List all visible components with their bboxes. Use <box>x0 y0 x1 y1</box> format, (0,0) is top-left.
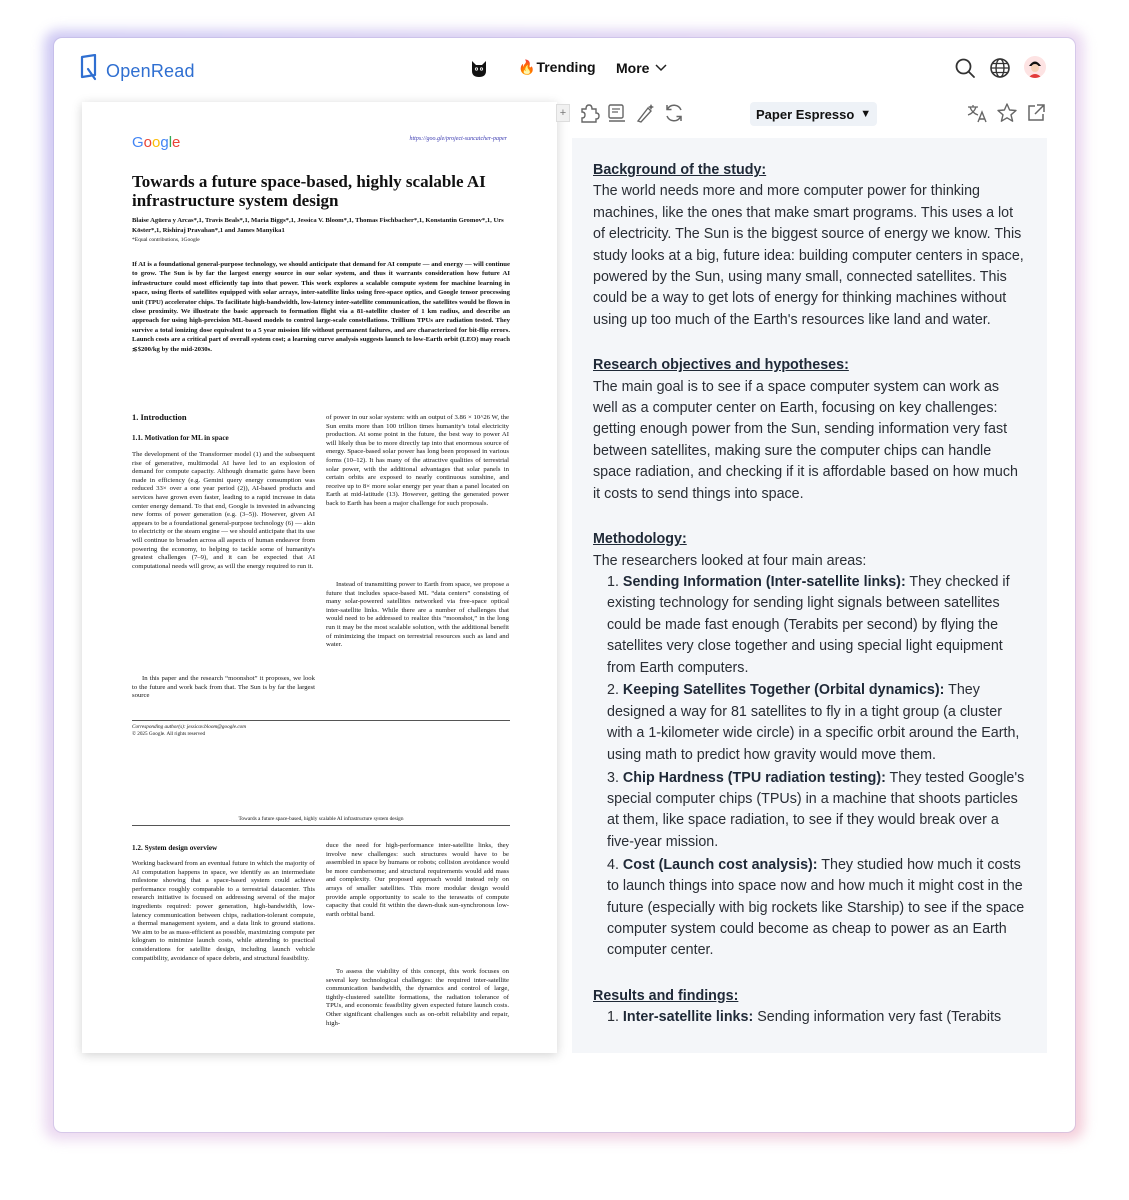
objectives-text: The main goal is to see if a space computer system can work as well as a computer center on Earth, focusing on key challenges: getting enough power from the Sun, sending information very fast between satellites, making sure the computer chips can handle space radiation, and checking if it is affordable based on how much it costs to send things into space. <box>593 378 1018 502</box>
corresponding-author: Corresponding author(s): jessicav.bloom@google.com <box>132 724 246 730</box>
results-heading: Results and findings: <box>593 987 739 1004</box>
summary-mode-label: Paper Espresso <box>756 106 855 122</box>
globe-icon[interactable] <box>989 57 1011 79</box>
open-external-icon[interactable] <box>1025 102 1047 124</box>
paper-affiliation: *Equal contributions, 1Google <box>132 237 200 243</box>
list-item: 1. Sending Information (Inter-satellite links): They checked if existing technology for sending light signals between satellites could be made fast enough (Terabits per second) by flying the satellites very close together and using special light equipment from Earth computers. <box>607 573 1010 676</box>
nav-more[interactable] <box>616 60 667 76</box>
sparkle-pen-icon[interactable] <box>634 102 656 124</box>
paper-col1-paragraph1: The development of the Transformer model (1) and the subsequent rise of generative, multimodal AI have led to an explosion of demand for compute capacity. Although dramatic gains have been made in efficiency (e.g. Gemini query energy consumption was reduced 33× over a one year period (2)), AI-based products and services have grown even faster, leading to a rapid increase in data center energy demand. To that end, Google is invested in advancing new forms of power generation (e.g. (3–5)). However, given AI appears to be a foundational general-purpose technology (6) — akin to electricity or the steam engine — we should anticipate that its use will continue to broaden across all aspects of human endeavor from powering the economy, to helping to tackle some of humanity's greatest challenges (7–9), and it can be expected that AI computational needs will grow, as will the energy required to run it. <box>132 451 315 570</box>
paper-url-link[interactable]: https://goo.gle/project-suncatcher-paper <box>409 136 507 142</box>
pdf-viewer[interactable] <box>82 102 557 1053</box>
list-item: 1. Inter-satellite links: Sending information very fast (Terabits <box>607 1009 1002 1026</box>
caret-down-icon: ▼ <box>860 108 872 120</box>
section-motivation-heading: 1.1. Motivation for ML in space <box>132 434 229 442</box>
mascot-cat-icon[interactable] <box>468 57 490 79</box>
footnote-divider <box>132 720 510 721</box>
notes-board-icon[interactable] <box>606 102 628 124</box>
paper-authors: Blaise Agüera y Arcas*,1, Travis Beals*,1, Maria Biggs*,1, Jessica V. Bloom*,1, Thomas Fischbacher*,1, Konstantin Gromov*,1, Urs Köster*,1, Rishiraj Pravahan*,1 and James Manyika1 <box>132 217 504 234</box>
star-icon[interactable] <box>996 102 1018 124</box>
openread-logo-icon <box>80 54 100 82</box>
methodology-intro: The researchers looked at four main areas: <box>593 552 867 569</box>
methodology-list <box>593 572 1025 962</box>
summary-mode-dropdown[interactable] <box>750 102 877 126</box>
paper-abstract: If AI is a foundational general-purpose technology, we should anticipate that demand for AI compute — and energy — will continue to grow. The Sun is by far the largest energy source in our solar system, and thus it warrants consideration how future AI infrastructure could most efficiently tap into that power. This work explores a scalable compute system for machine learning in space, using fleets of satellites equipped with solar arrays, inter-satellite links using free-space optics, and Google tensor processing unit (TPU) accelerator chips. To facilitate high-bandwidth, low-latency inter-satellite communication, the satellites would be flown in close proximity. We illustrate the basic approach to formation flight via a 81-satellite cluster of 1 km radius, and describe an approach for using high-precision ML-based models to control large-scale constellations. Trillium TPUs are radiation tested. They survive a total ionizing dose equivalent to a 5 year mission life without permanent failures, and are characterized for bit-flip errors. Launch costs are a critical part of overall system cost; a learning curve analysis suggests launch to low-Earth orbit (LEO) may reach ≲$200/kg by the mid-2030s. <box>132 261 510 353</box>
section-introduction-heading: 1. Introduction <box>132 412 187 422</box>
summary-panel[interactable] <box>572 138 1047 1053</box>
user-avatar[interactable] <box>1024 56 1046 78</box>
methodology-section <box>593 529 1025 962</box>
list-item: 2. Keeping Satellites Together (Orbital dynamics): They designed a way for 81 satellites to fly in a tight group (a cluster with a 1-kilometer wide circle) in a specific orbit around the Earth, using math to predict how gravity would move them. <box>607 682 1020 763</box>
openread-logo[interactable] <box>80 54 195 82</box>
list-item: 3. Chip Hardness (TPU radiation testing): They tested Google's special computer chips (TPUs) in a machine that shoots particles at them, like space radiation, to see if they would break over a five-year mission. <box>607 769 1025 850</box>
methodology-heading: Methodology: <box>593 531 687 548</box>
avatar-icon <box>1024 56 1046 78</box>
puzzle-icon[interactable] <box>578 102 600 124</box>
chevron-down-icon <box>655 64 667 72</box>
fire-icon: 🔥 <box>518 59 536 75</box>
background-text: The world needs more and more computer power for thinking machines, like the ones that make smart programs. This uses a lot of electricity. The Sun is the biggest source of energy we know. This study looks at a big, future idea: building computer centers in space, powered by the Sun, using many small, connected satellites. This could be a way to get lots of energy for thinking machines without using up too much of the Earth's resources like land and water. <box>593 183 1024 328</box>
paper-col1-paragraph2: In this paper and the research “moonshot” it proposes, we look to the future and work back from that. The Sun is by far the largest source <box>132 675 315 700</box>
paper-page2-col2-paragraph1: duce the need for high-performance inter-satellite links, they involve new challenges: such structures would have to be assembled in space by humans or robots; collision avoidance would be more cumbersome; and structural requirements would add mass and complexity. Our proposed approach would instead rely on arrays of smaller satellites. This more modular design would provide ample opportunity to scale to the terawatts of compute capacity that could fit within the dawn-dusk sun-synchronous low-earth orbital band. <box>326 842 509 918</box>
list-item: 4. Cost (Launch cost analysis): They studied how much it costs to launch things into space now and how much it might cost in the future (especially with big rockets like Starship) to see if the space computer system could become as cheap to power as an Earth computer center. <box>607 856 1025 959</box>
paper-col2-paragraph1: of power in our solar system: with an output of 3.86 × 10^26 W, the Sun emits more than 100 trillion times humanity's total electricity production. At some point in the future, the best way to power AI will likely thus be to more directly tap into that enormous source of energy. Space-based solar power has long been proposed in various forms (10–12). It has many of the attractive qualities of terrestrial solar power, with the additional advantages that solar panels in certain orbits are exposed to nearly continuous sunshine, and receive up to 8× more solar energy per year than a panel located on Earth at mid-latitude (13). However, getting the generated power back to Earth has been a major challenge for such proposals. <box>326 414 509 507</box>
results-list <box>593 1007 1025 1028</box>
running-head-divider <box>132 825 510 826</box>
paper-col2-paragraph2: Instead of transmitting power to Earth from space, we propose a future that includes space-based ML “data centers” consisting of many solar-powered satellites networked via free-space optical inter-satellite links. While there are a number of challenges that would need to be addressed to realize this “moonshot,” in the long run it may be the most scalable solution, with the additional benefit of minimizing the impact on terrestrial resources such as land and water. <box>326 581 509 649</box>
background-section <box>593 160 1025 331</box>
nav-trending[interactable] <box>518 59 596 76</box>
logo-text: OpenRead <box>106 60 195 81</box>
paper-title: Towards a future space-based, highly scalable AI infrastructure system design <box>132 172 486 210</box>
top-bar <box>54 38 1075 100</box>
app-window <box>54 38 1075 1132</box>
google-logo: Google <box>132 134 181 151</box>
copyright-note: © 2025 Google. All rights reserved <box>132 731 206 737</box>
running-head: Towards a future space-based, highly scalable AI infrastructure system design <box>238 816 404 822</box>
refresh-icon[interactable] <box>663 102 685 124</box>
add-tab-button[interactable]: + <box>556 104 570 122</box>
translate-icon[interactable] <box>966 102 988 124</box>
objectives-heading: Research objectives and hypotheses: <box>593 357 849 374</box>
nav-trending-label: Trending <box>536 59 596 75</box>
nav-more-label: More <box>616 60 650 76</box>
section-system-design-heading: 1.2. System design overview <box>132 844 218 852</box>
paper-page2-col1: Working backward from an eventual future in which the majority of AI computation happens in space, we identify as an intermediate milestone showing that a space-based system could achieve performance roughly comparable to a terrestrial datacenter. This research initiative is focused on addressing several of the major ingredients required: power generation, high-bandwidth, low-latency communication between chips, radiation-tolerant compute, a thermal management system, and a data link to ground stations. We aim to be as mass-efficient as possible, maximizing compute per kilogram to minimize launch costs, while attending to practical considerations for satellite design, including launch vehicle compatibility, avoidance of space debris, and structural feasibility. <box>132 860 316 962</box>
objectives-section <box>593 355 1025 505</box>
paper-page2-col2-paragraph2: To assess the viability of this concept, this work focuses on several key technological challenges: the required inter-satellite communication bandwidth, the dynamics and control of large, tightly-clustered satellite formations, the radiation tolerance of TPUs, and economic feasibility given expected future launch costs. Other significant challenges such as on-orbit reliability and repair, high- <box>326 968 509 1027</box>
search-icon[interactable] <box>954 57 976 79</box>
background-heading: Background of the study: <box>593 162 767 178</box>
results-section <box>593 986 1025 1029</box>
